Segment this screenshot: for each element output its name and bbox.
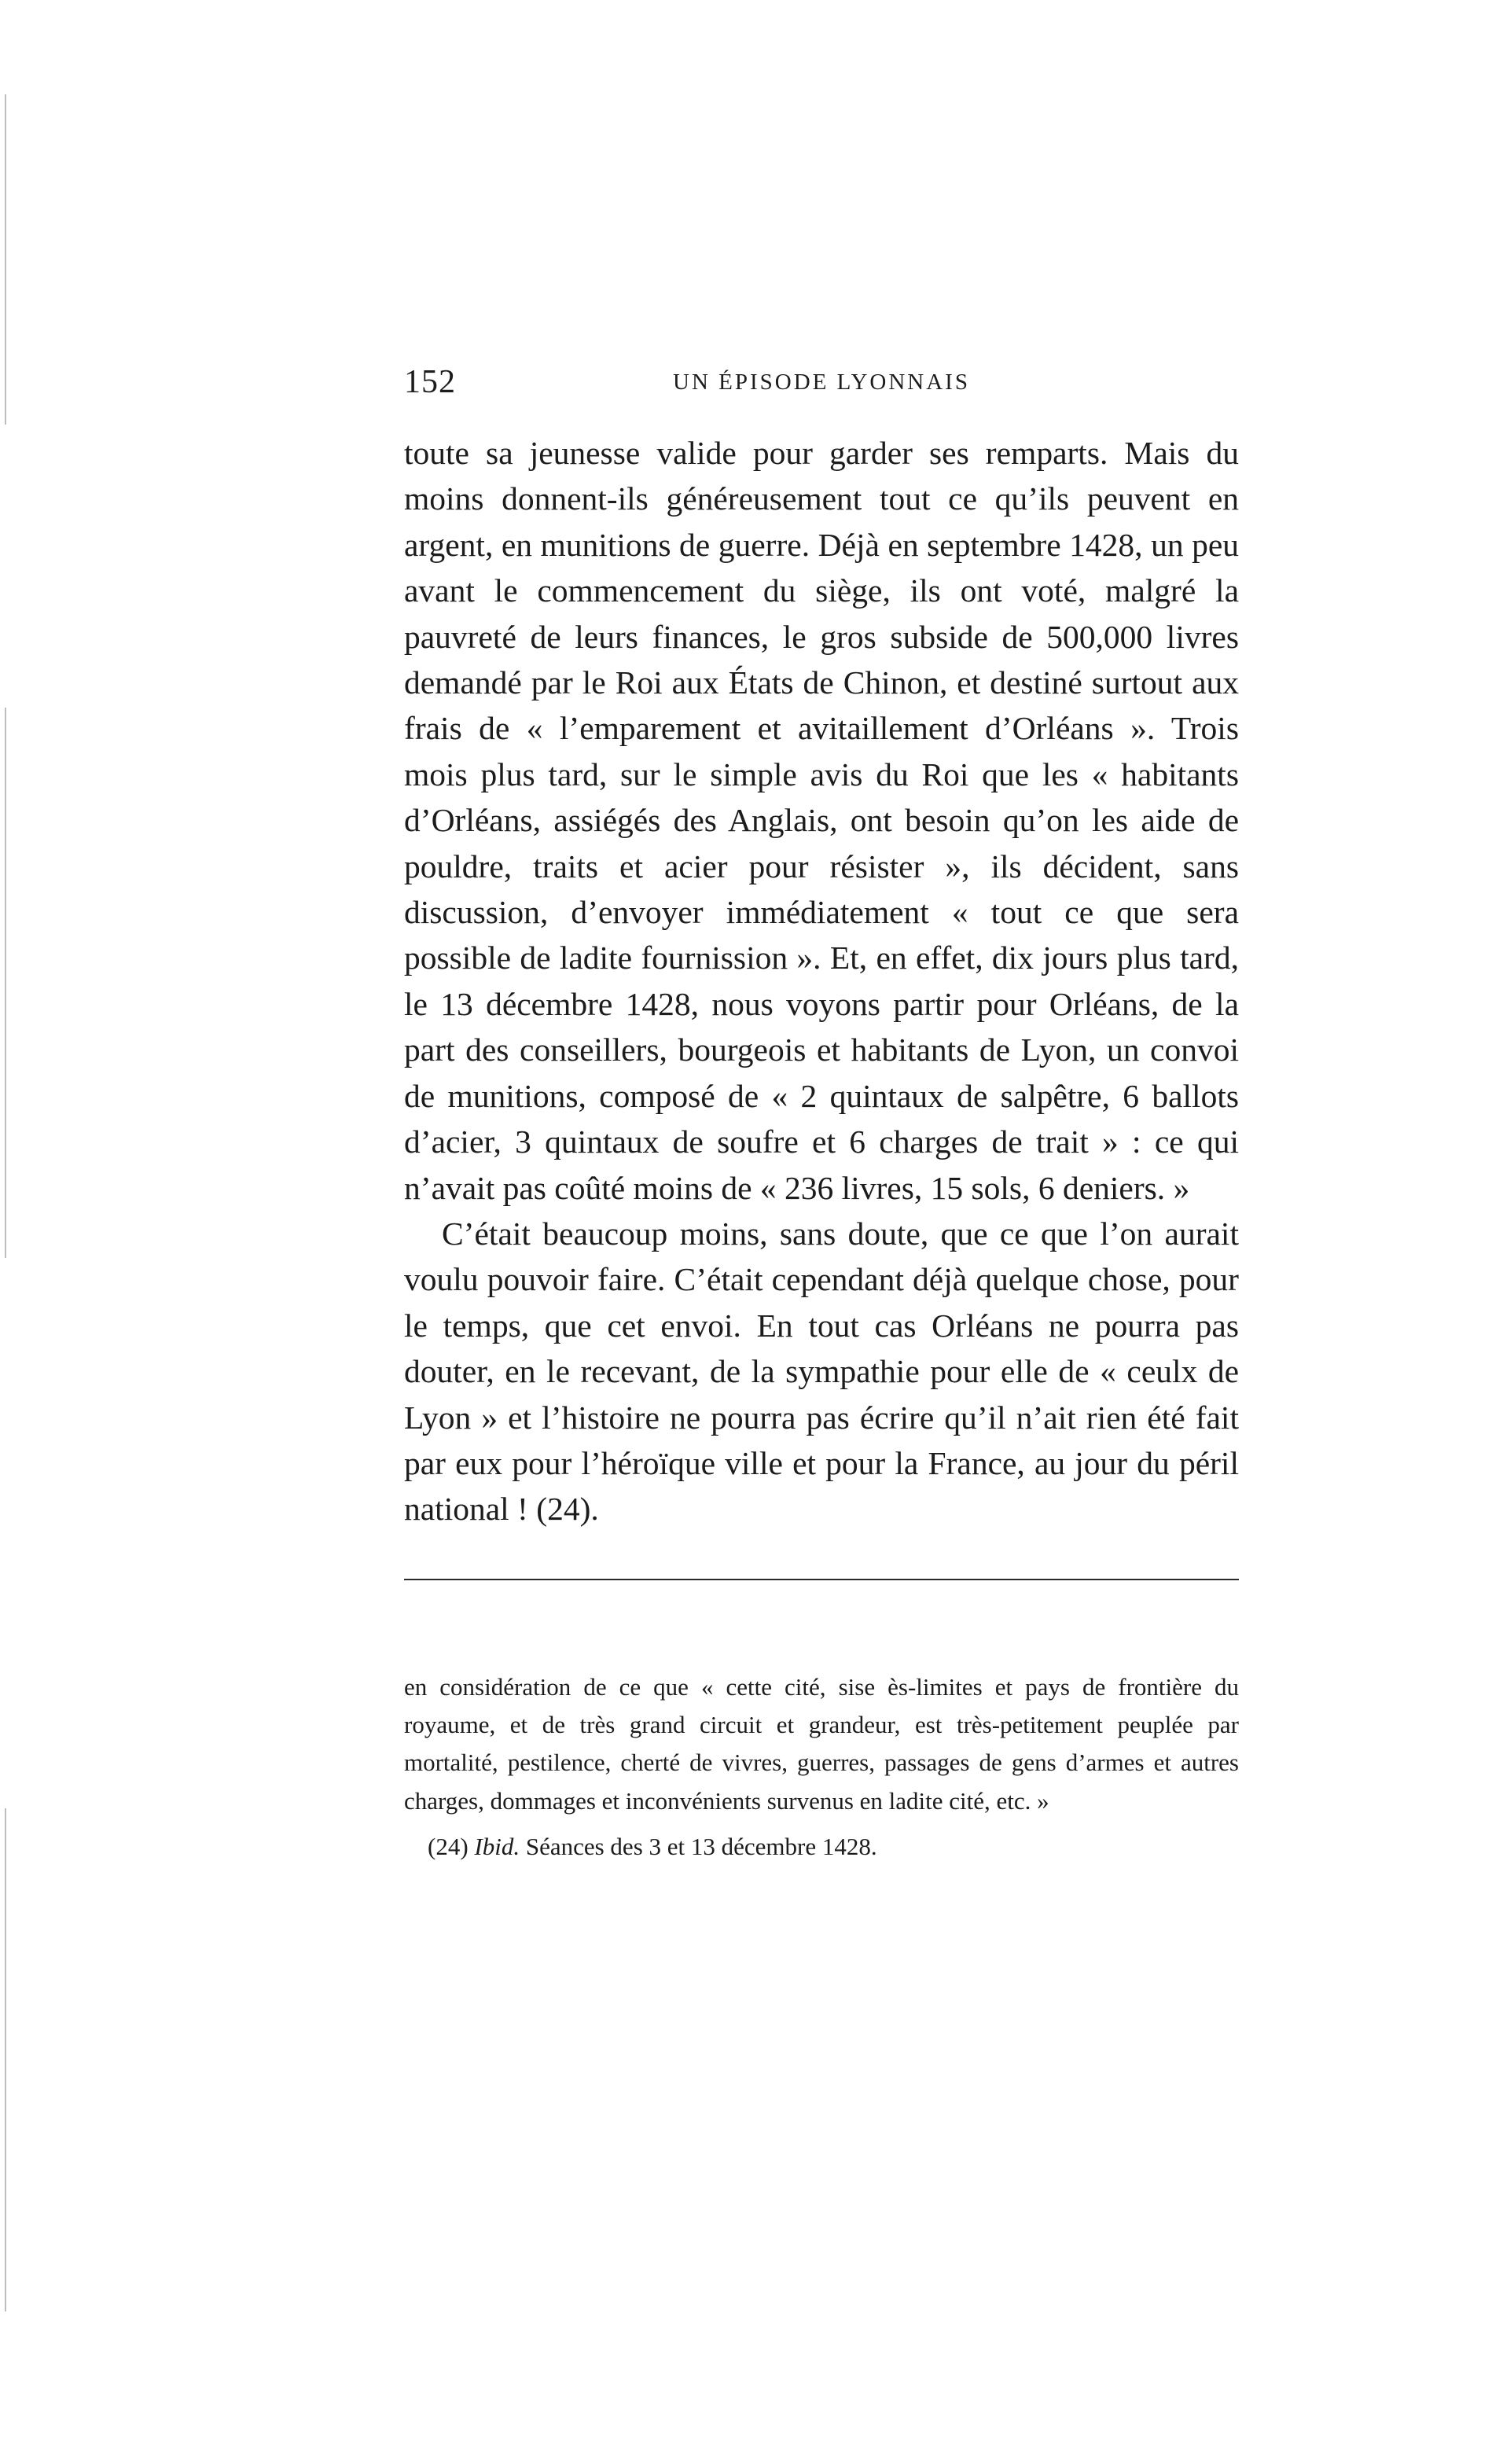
scan-edge-mark: [5, 1808, 6, 2311]
body-paragraph-1: toute sa jeunesse valide pour garder ses remparts. Mais du moins donnent-ils généreusement tout ce qu’ils peuvent en argent, en munitions de guerre. Déjà en septembre 1428, un peu avant le commencement du siège, ils ont voté, malgré la pauvreté de leurs finances, le gros subside de 500,000 livres demandé par le Roi aux États de Chinon, et destiné surtout aux frais de « l’emparement et avitaillement d’Orléans ». Trois mois plus tard, sur le simple avis du Roi que les « habitants d’Orléans, assiégés des Anglais, ont besoin qu’on les aide de pouldre, traits et acier pour résister », ils décident, sans discussion, d’envoyer immédiatement « tout ce que sera possible de ladite fournission ». Et, en effet, dix jours plus tard, le 13 décembre 1428, nous voyons partir pour Orléans, de la part des conseillers, bourgeois et habitants de Lyon, un convoi de munitions, composé de « 2 quintaux de salpêtre, 6 ballots d’acier, 3 quintaux de soufre et 6 charges de trait » : ce qui n’avait pas coûté moins de « 236 livres, 15 sols, 6 deniers. »: [404, 435, 1239, 1206]
footnote-24-text: Séances des 3 et 13 décembre 1428.: [525, 1832, 877, 1860]
scan-edge-mark: [5, 708, 6, 1258]
footnotes: [404, 1668, 1239, 1866]
footnote-24-marker: (24): [428, 1832, 469, 1860]
footnote-separator: [404, 1579, 1239, 1580]
footnote-24: [404, 1828, 1239, 1866]
footnote-24-ibid: Ibid.: [474, 1832, 520, 1860]
body-paragraph-2: C’était beaucoup moins, sans doute, que ce que l’on aurait voulu pouvoir faire. C’était cependant déjà quelque chose, pour le temps, que cet envoi. En tout cas Orléans ne pourra pas douter, en le recevant, de la sympathie pour elle de « ceulx de Lyon » et l’histoire ne pourra pas écrire qu’il n’ait rien été fait par eux pour l’héroïque ville et pour la France, au jour du péril national ! (24).: [404, 1215, 1239, 1528]
body-text: [404, 430, 1239, 1532]
scan-edge-mark: [5, 94, 6, 425]
page-number: 152: [404, 364, 456, 400]
running-head: [404, 363, 1239, 410]
footnote-continuation: en considération de ce que « cette cité, sise ès-limites et pays de frontière du royaume, et de très grand circuit et grandeur, est très-petitement peuplée par mortalité, pestilence, cherté de vivres, guerres, passages de gens d’armes et autres charges, dommages et inconvénients survenus en ladite cité, etc. »: [404, 1673, 1239, 1815]
running-title: UN ÉPISODE LYONNAIS: [673, 370, 970, 395]
